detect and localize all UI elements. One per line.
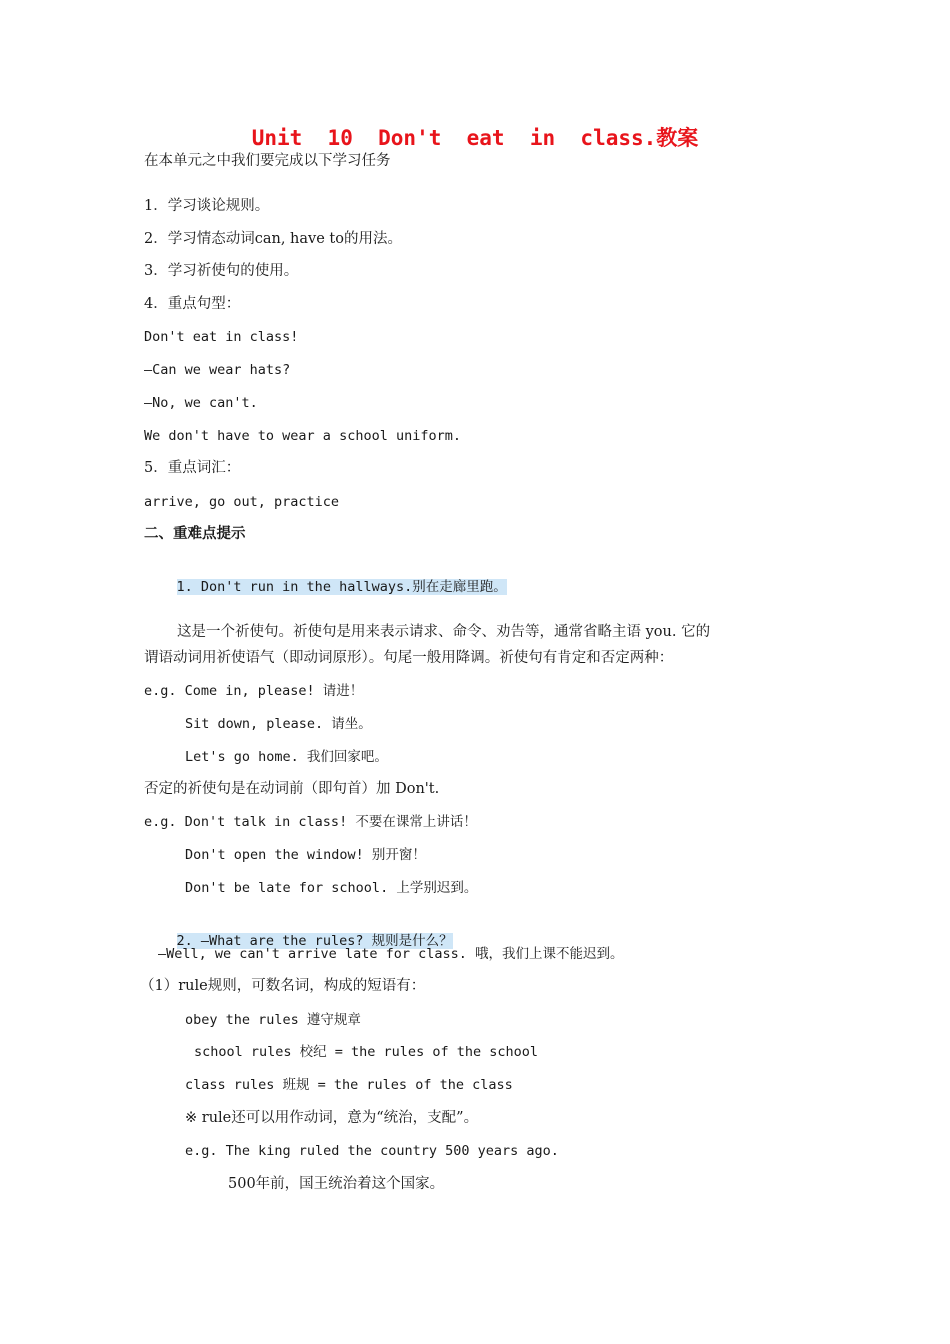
example-sentence: Don't be late for school. 上学别迟到。 xyxy=(185,880,478,896)
task-item: 2．学习情态动词can, have to的用法。 xyxy=(144,231,402,247)
phrase-item: school rules 校纪 = the rules of the school xyxy=(194,1044,538,1060)
vocab-heading: 5．重点词汇： xyxy=(144,460,241,476)
task-item: 3．学习祈使句的使用。 xyxy=(144,263,299,279)
point2-subheading: （1）rule规则，可数名词，构成的短语有： xyxy=(140,978,426,994)
example-sentence: Sit down, please. 请坐。 xyxy=(185,716,372,732)
section-heading: 二、重难点提示 xyxy=(144,525,246,542)
intro-text: 在本单元之中我们要完成以下学习任务 xyxy=(144,153,391,169)
key-sentence: —Can we wear hats? xyxy=(144,362,291,378)
note-text: ※ rule还可以用作动词，意为“统治，支配”。 xyxy=(185,1110,479,1126)
example-sentence: e.g. The king ruled the country 500 years ago. xyxy=(185,1143,559,1159)
document-title: Unit 10 Don't eat in class.教案 xyxy=(251,126,699,150)
key-sentence: Don't eat in class! xyxy=(144,329,299,345)
example-sentence: e.g. Come in, please! 请进！ xyxy=(144,683,364,699)
key-sentence: We don't have to wear a school uniform. xyxy=(144,428,461,444)
key-sentence: —No, we can't. xyxy=(144,395,258,411)
point2-heading: 2. —What are the rules? 规则是什么？ xyxy=(176,933,453,949)
negative-rule: 否定的祈使句是在动词前（即句首）加 Don't. xyxy=(144,781,440,797)
example-sentence: Let's go home. 我们回家吧。 xyxy=(185,749,388,765)
vocab-list: arrive, go out, practice xyxy=(144,494,340,510)
point1-paragraph: 谓语动词用祈使语气（即动词原形）。句尾一般用降调。祈使句有肯定和否定两种： xyxy=(144,650,674,666)
phrase-item: obey the rules 遵守规章 xyxy=(185,1012,361,1028)
point2-answer: —Well, we can't arrive late for class. 哦，我们上课不能迟到。 xyxy=(158,946,624,962)
point1-heading: 1. Don't run in the hallways.别在走廊里跑。 xyxy=(176,579,507,595)
point1-paragraph: 这是一个祈使句。祈使句是用来表示请求、命令、劝告等，通常省略主语 you. 它的 xyxy=(177,624,711,640)
task-item: 4．重点句型： xyxy=(144,296,241,312)
phrase-item: class rules 班规 = the rules of the class xyxy=(185,1077,513,1093)
example-sentence: Don't open the window! 别开窗！ xyxy=(185,847,426,863)
example-translation: 500年前，国王统治着这个国家。 xyxy=(228,1176,445,1192)
example-sentence: e.g. Don't talk in class! 不要在课常上讲话！ xyxy=(144,814,477,830)
task-item: 1．学习谈论规则。 xyxy=(144,198,270,214)
